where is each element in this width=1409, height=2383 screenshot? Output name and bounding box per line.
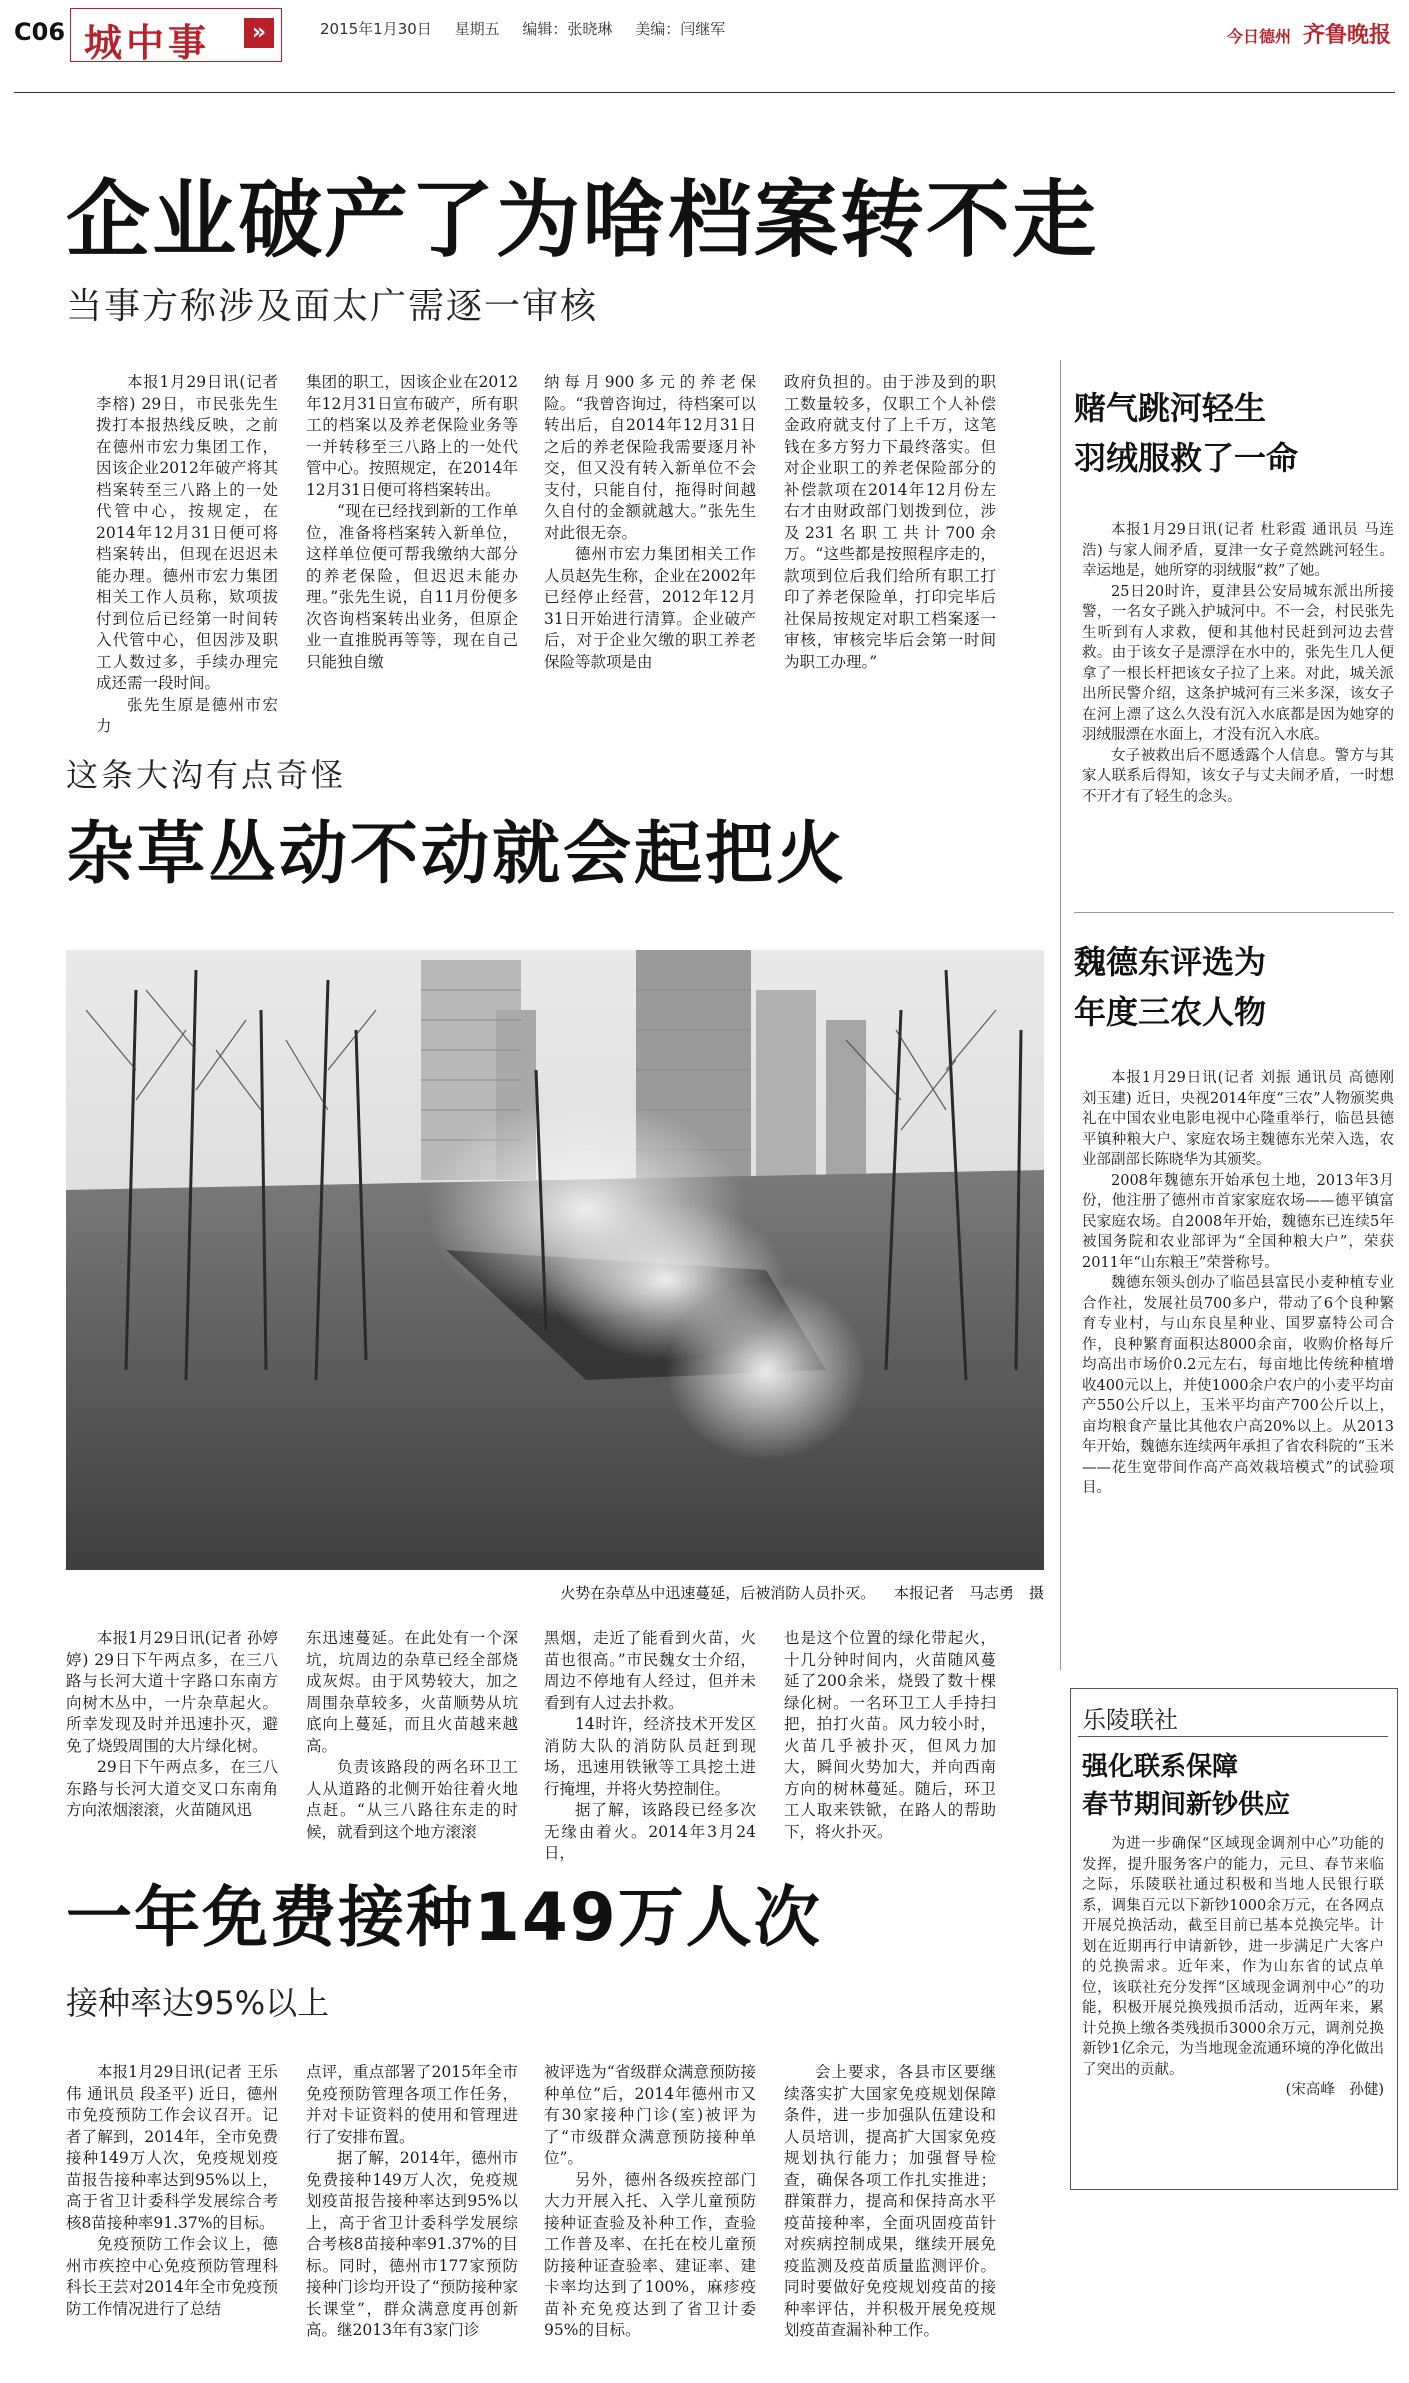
fire-photo-image (66, 950, 1044, 1570)
paragraph: 德州市宏力集团相关工作人员赵先生称，企业在2002年已经停止经营，2012年12月31日开始进行清算。企业破产后，对于企业欠缴的职工养老保险等款项是由 (544, 545, 756, 671)
paragraph: 点评，重点部署了2015年全市免疫预防管理各项工作任务，并对卡证资料的使用和管理进行了安排布置。 (306, 2063, 518, 2146)
paragraph: 也是这个位置的绿化带起火，十几分钟时间内，火苗随风蔓延了200余米，烧毁了数十棵绿化树。一名环卫工人手持扫把，拍打火苗。风力较小时，火苗几乎被扑灭，但风力加大，瞬间火势加大，并向西南方向的树林蔓延。随后，环卫工人取来铁锨，在路人的帮助下，将火扑灭。 (784, 1629, 996, 1841)
a1-deck: 当事方称涉及面太广需逐一审核 (66, 286, 599, 327)
paragraph: 本报1月29日讯(记者 杜彩霞 通讯员 马连浩) 与家人闹矛盾，夏津一女子竟然跳河轻生。幸运地是，她所穿的羽绒服“救”了她。 (1082, 522, 1394, 579)
paragraph: 据了解，该路段已经多次无缘由着火。2014年3月24日， (544, 1801, 756, 1862)
paragraph: 本报1月29日讯(记者 李榕) 29日，市民张先生拨打本报热线反映，之前在德州市宏力集团工作，因该企业2012年破产将其档案转至三八路上的一处代管中心，按规定，在2014年12月31日便可将档案转出，但现在迟迟未能办理。德州市宏力集团相关工作人员称，欵项拔付到位后已经第一时间转入代管中心，但因涉及职工人数过多，手续办理完成还需一段时间。 (96, 373, 278, 692)
paragraph: 东迅速蔓延。在此处有一个深坑，坑周边的杂草已经全部烧成灰烬。由于风势较大，加之周围杂草较多，火苗顺势从坑底向上蔓延，而且火苗越来越高。 (306, 1629, 518, 1755)
sidebar-divider (1060, 360, 1061, 1670)
editor-credit: 编辑：张晓琳 (522, 20, 613, 38)
s2-headline-1: 魏德东评选为 (1074, 943, 1267, 981)
s3-byline: (宋高峰 孙健) (1285, 2082, 1384, 2098)
a2-headline: 杂草丛动不动就会起把火 (66, 815, 848, 894)
header-rule (14, 92, 1395, 93)
a1-col-4 (784, 372, 996, 673)
a2-col-3 (544, 1628, 756, 1865)
paragraph: 黑烟，走近了能看到火苗，火苗也很高。”市民魏女士介绍，周边不停地有人经过，但并未看到有人过去扑救。 (544, 1629, 756, 1712)
paragraph: 2008年魏德东开始承包土地，2013年3月份，他注册了德州市首家家庭农场——德平镇富民家庭农场。自2008年开始，魏德东已连续5年被国务院和农业部评为“全国种粮大户”，荣获2011年“山东粮王”荣誉称号。 (1082, 1172, 1394, 1271)
s2-headline-2: 年度三农人物 (1074, 993, 1267, 1031)
paragraph: 25日20时许，夏津县公安局城东派出所接警，一名女子跳入护城河中。不一会，村民张先生听到有人求救，便和其他村民赶到河边去营救。由于该女子是漂浮在水中的，张先生几人便拿了一根长杆把该女子拉了上来。对此，城关派出所民警介绍，这条护城河有三米多深，该女子在河上漂了这么久没有沉入水底都是因为她穿的羽绒服漂在水面上，才没有沉入水底。 (1082, 583, 1394, 743)
s3-headline-2: 春节期间新钞供应 (1082, 1790, 1291, 1820)
a3-col-1 (66, 2062, 278, 2320)
issue-weekday: 星期五 (454, 20, 500, 38)
s3-rule (1078, 1736, 1388, 1737)
paragraph: 张先生原是德州市宏力 (96, 695, 278, 735)
a1-headline: 企业破产了为啥档案转不走 (66, 171, 1099, 269)
page-number: C06 (14, 18, 66, 46)
a1-col-3 (544, 372, 756, 673)
a3-col-3 (544, 2062, 756, 2342)
a3-headline: 一年免费接种149万人次 (66, 1879, 822, 1956)
paragraph: 负责该路段的两名环卫工人从道路的北侧开始往着火地点赶。“从三八路往东走的时候，就看到这个地方滚滚 (306, 1758, 518, 1841)
paragraph: 另外，德州各级疾控部门大力开展入托、入学儿童预防接种证查验及补种工作，查验工作普及率、在托在校儿童预防接种证查验率、建证率、建卡率均达到了100%，麻疹疫苗补充免疫达到了省卫计委95%的目标。 (544, 2170, 756, 2339)
brand-prefix: 今日德州 (1226, 27, 1291, 46)
paragraph: 本报1月29日讯(记者 孙婷婷) 29日下午两点多，在三八路与长河大道十字路口东南方向树木丛中，一片杂草起火。所幸发现及时并迅速扑灭，避免了烧毁周围的大片绿化树。 (66, 1629, 278, 1755)
a3-col-2 (306, 2062, 518, 2342)
header-meta (320, 18, 743, 39)
brand-name: 齐鲁晚报 (1302, 23, 1391, 48)
paragraph: 女子被救出后不愿透露个人信息。警方与其家人联系后得知，该女子与丈夫闹矛盾，一时想不开才有了轻生的念头。 (1082, 747, 1394, 805)
designer-credit: 美编：闫继军 (635, 20, 726, 38)
paragraph: 魏德东领头创办了临邑县富民小麦种植专业合作社，发展社员700多户，带动了6个良种繁育专业村，与山东良星种业、国罗嘉特公司合作，良种繁育面积达8000余亩，收购价格每斤均高出市场价0.2元左右，每亩地比传统种植增收400元以上，并使1000余户农户的小麦平均亩产550公斤以上，玉米平均亩产700公斤以上，亩均粮食产量比其他农户高20%以上。从2013年开始，魏德东连续两年承担了省农科院的“玉米——花生宽带间作高产高效栽培模式”的试验项目。 (1082, 1275, 1394, 1496)
issue-date: 2015年1月30日 (320, 20, 432, 38)
paragraph: 纳每月900多元的养老保险。“我曾咨询过，待档案可以转出后，自2014年12月31日之后的养老保险我需要逐月补交，但又没有转入新单位不会支付，只能自付，拖得时间越久自付的金额就越大。”张先生对此很无奈。 (544, 373, 756, 542)
paragraph: 集团的职工，因该企业在2012年12月31日宣布破产，所有职工的档案以及养老保险业务等一并转移至三八路上的一处代管中心。按照规定，在2014年12月31日便可将档案转出。 (306, 373, 518, 499)
photo-credit: 本报记者 马志勇 摄 (893, 1584, 1044, 1602)
paragraph: 被评选为“省级群众满意预防接种单位”后，2014年德州市又有30家接种门诊(室)被评为了“市级群众满意预防接种单位”。 (544, 2063, 756, 2167)
paragraph: 本报1月29日讯(记者 刘振 通讯员 高德刚 刘玉建) 近日，央视2014年度“三农”人物颁奖典礼在中国农业电影电视中心隆重举行，临邑县德平镇种粮大户、家庭农场主魏德东光荣入选，农业部副部长陈晓华为其颁奖。 (1082, 1070, 1394, 1168)
photo-caption (530, 1582, 1044, 1603)
sidebar-rule (1074, 912, 1394, 913)
a2-col-4 (784, 1628, 996, 1843)
s1-body (1082, 520, 1394, 807)
s1-headline-1: 赌气跳河轻生 (1074, 389, 1267, 427)
paragraph: 本报1月29日讯(记者 王乐伟 通讯员 段圣平) 近日，德州市免疫预防工作会议召开。记者了解到，2014年，全市免费接种149万人次，免疫规划疫苗报告接种率达到95%以上，高于省卫计委科学发展综合考核8苗接种率91.37%的目标。 (66, 2063, 278, 2232)
s1-headline-2: 羽绒服救了一命 (1074, 439, 1299, 477)
caption-text: 火势在杂草丛中迅速蔓延，后被消防人员扑灭。 (560, 1584, 876, 1602)
paragraph: 29日下午两点多，在三八东路与长河大道交叉口东南角方向浓烟滚滚，火苗随风迅 (66, 1758, 278, 1819)
a1-col-2 (306, 372, 518, 673)
s3-tag: 乐陵联社 (1082, 1706, 1178, 1734)
paragraph: 为进一步确保“区域现金调剂中心”功能的发挥，提升服务客户的能力，元旦、春节来临之际，乐陵联社通过积极和当地人民银行联系，调集百元以下新钞1000余万元，在各网点开展兑换活动，截至目前已基本兑换完毕。计划在近期再行申请新钞，进一步满足广大客户的兑换需求。近年来，作为山东省的试点单位，该联社充分发挥“区域现金调剂中心”的功能，积极开展兑换残损币活动，近两年来，累计兑换上缴各类残损币3000余万元，调剂兑换新钞1亿余元，为当地现金流通环境的净化做出了突出的贡献。 (1082, 1836, 1384, 2078)
a3-col-4 (784, 2062, 996, 2342)
paragraph: 会上要求，各县市区要继续落实扩大国家免疫规划保障条件，进一步加强队伍建设和人员培训，提高扩大国家免疫规划执行能力；加强督导检查，确保各项工作扎实推进；群策群力，提高和保持高水平疫苗接种率，全面巩固疫苗针对疾病控制成果，继续开展免疫监测及疫苗质量监测评价。同时要做好免疫规划疫苗的接种率评估，并积极开展免疫规划疫苗查漏补种工作。 (784, 2063, 996, 2339)
s3-headline-1: 强化联系保障 (1082, 1752, 1239, 1782)
a2-kicker: 这条大沟有点奇怪 (66, 756, 347, 794)
paragraph: “现在已经找到新的工作单位，准备将档案转入新单位，这样单位便可帮我缴纳大部分的养老保险，但迟迟未能办理。”张先生说，自11月份便多次咨询档案转出业务，但原企业一直推脱再等等，现在自己只能独自缴 (306, 502, 518, 671)
section-title: 城中事 (84, 21, 211, 65)
a2-col-1 (66, 1628, 278, 1822)
section-arrow-icon: » (244, 18, 274, 48)
paragraph: 免疫预防工作会议上，德州市疾控中心免疫预防管理科科长王芸对2014年全市免疫预防工作情况进行了总结 (66, 2235, 278, 2318)
s3-body (1082, 1834, 1384, 2101)
paragraph: 政府负担的。由于涉及到的职工数量较多，仅职工个人补偿金政府就支付了上千万，这笔钱在多方努力下最终落实。但对企业职工的养老保险部分的补偿款项在2014年12月份左右才由财政部门划拨到位，涉及231名职工共计700余万。“这些都是按照程序走的，款项到位后我们给所有职工打印了养老保险单，打印完毕后社保局按规定对职工档案逐一审核，审核完毕后会第一时间为职工办理。” (784, 373, 996, 671)
a3-deck: 接种率达95%以上 (66, 1984, 330, 2022)
s2-body (1082, 1068, 1394, 1499)
a2-col-2 (306, 1628, 518, 1843)
paragraph: 14时许，经济技术开发区消防大队的消防队员赶到现场，迅速用铁锹等工具挖土进行掩埋，并将火势控制住。 (544, 1715, 756, 1798)
newspaper-brand (1227, 18, 1391, 49)
paragraph: 据了解，2014年，德州市免费接种149万人次，免疫规划疫苗报告接种率达到95%以上，高于省卫计委科学发展综合考核8苗接种率91.37%的目标。同时，德州市177家预防接种门诊均开设了“预防接种家长课堂”，群众满意度再创新高。继2013年有3家门诊 (306, 2149, 518, 2339)
fire-photo (66, 950, 1044, 1570)
a1-col-1 (96, 372, 278, 738)
